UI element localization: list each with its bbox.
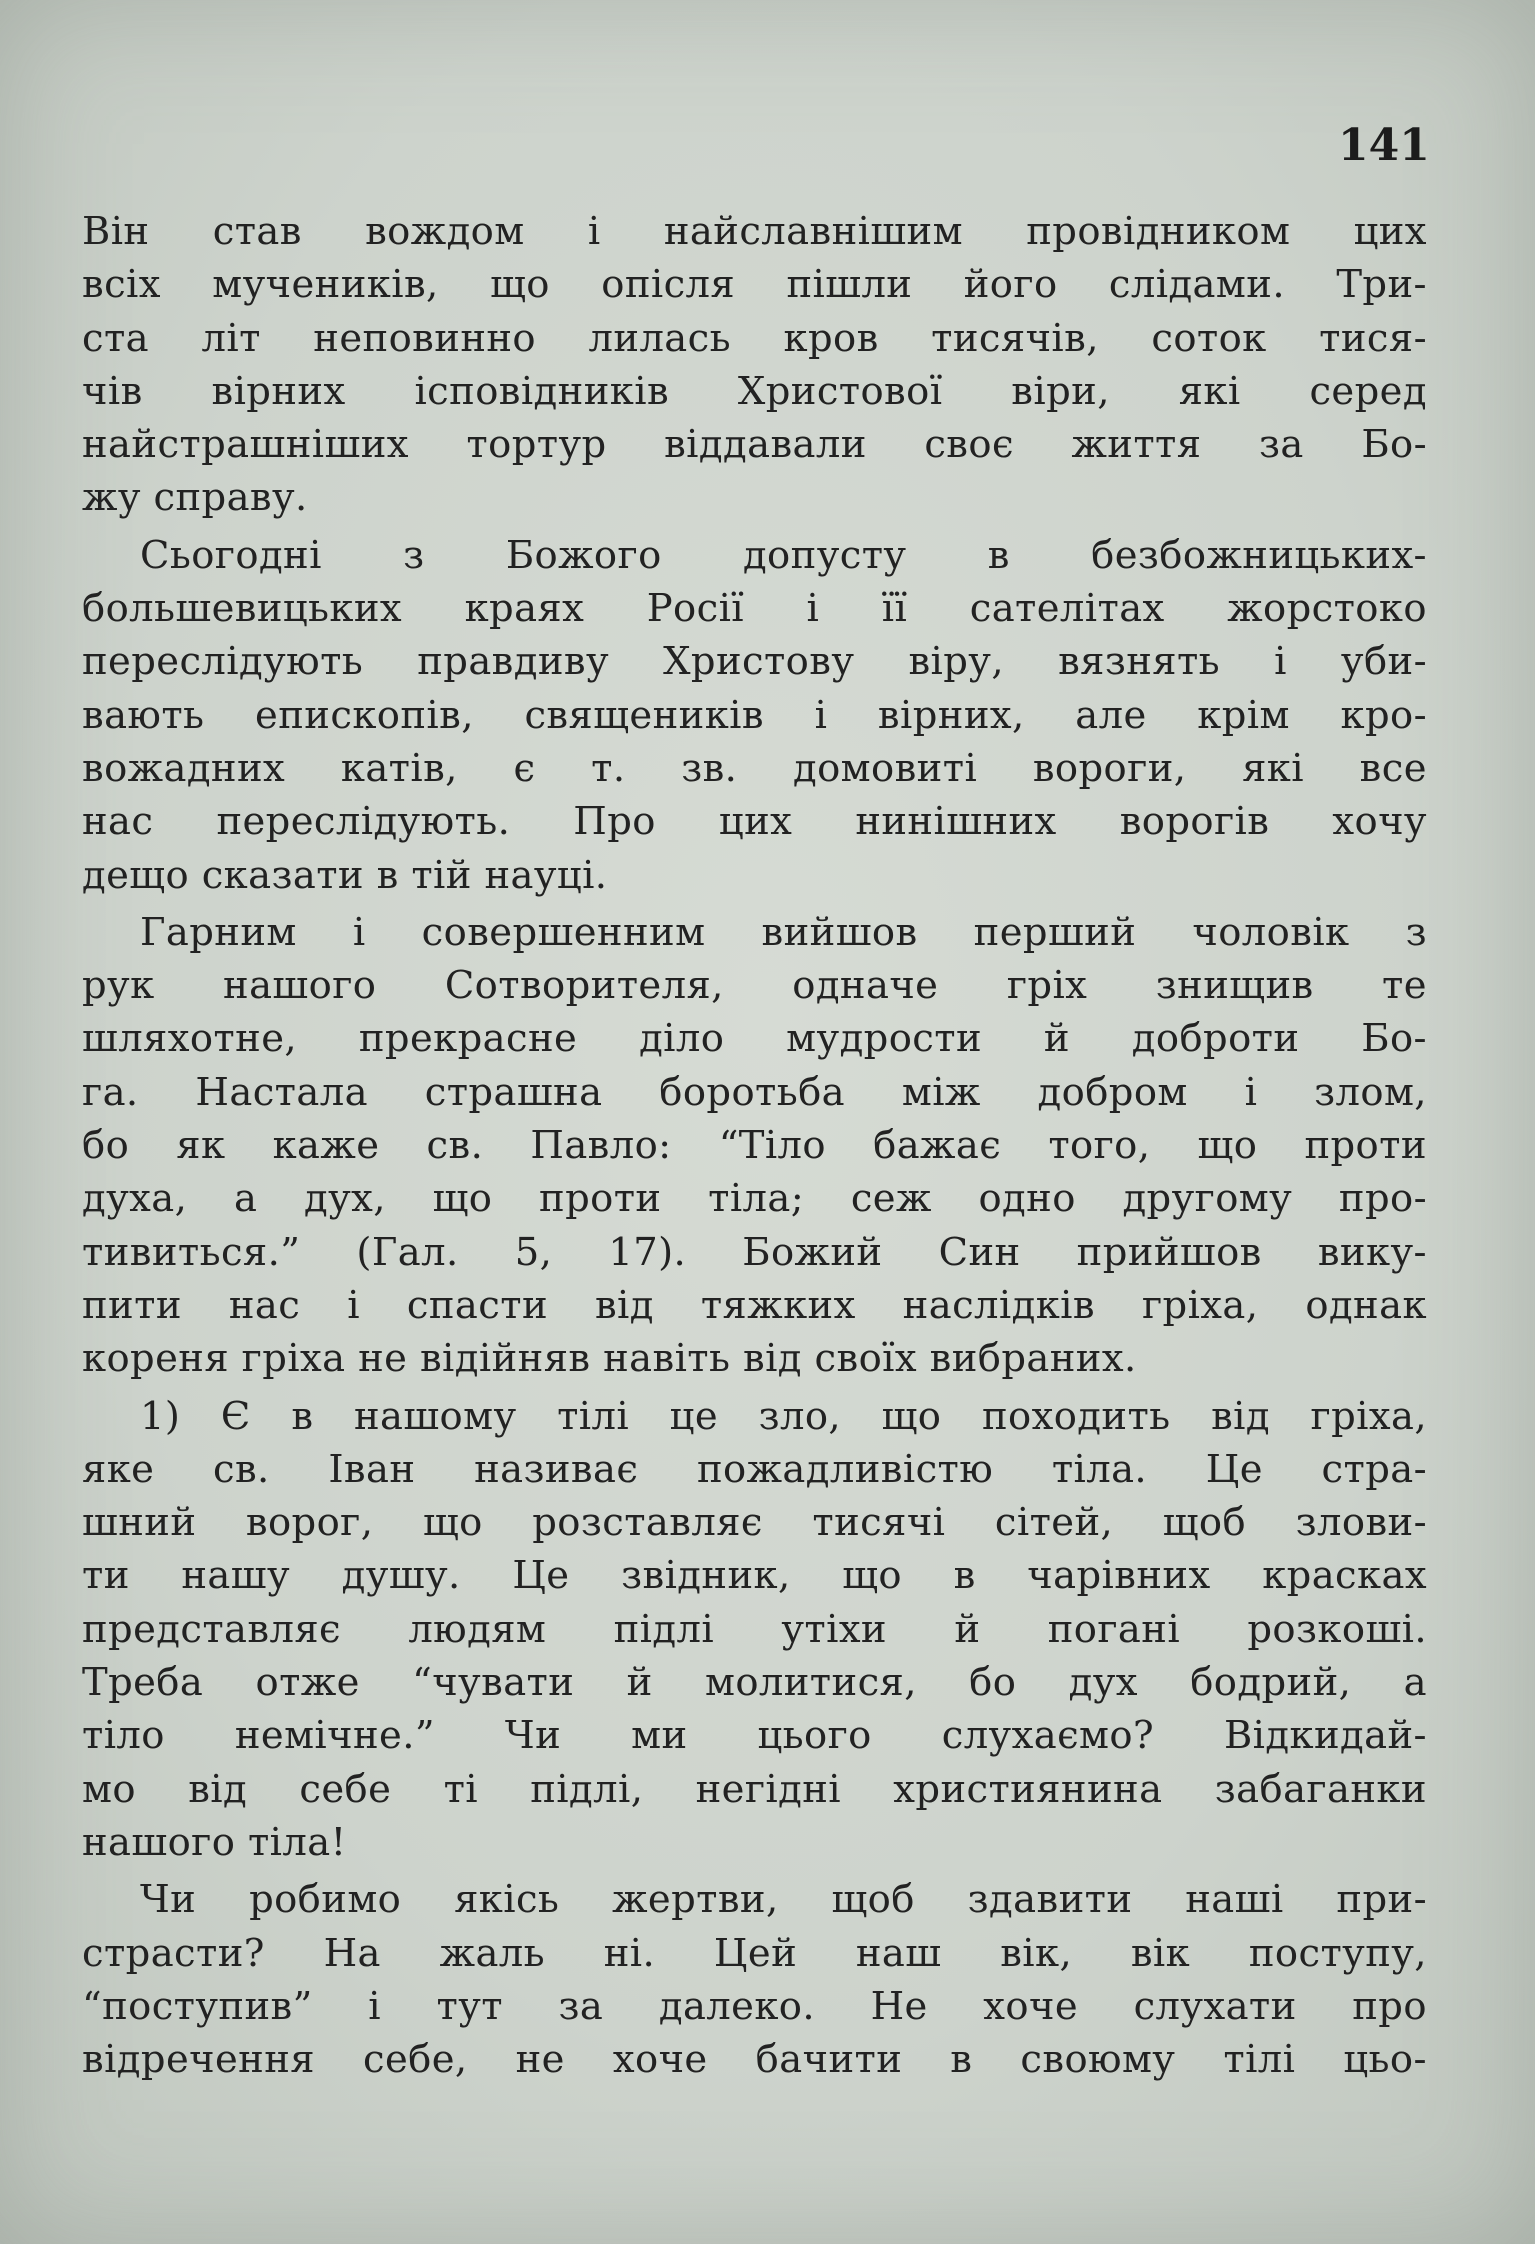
text-line: пити нас і спасти від тяжких наслідків гріха, однак (82, 1282, 1427, 1328)
text-line: представляє людям підлі утіхи й погані розкоші. (82, 1606, 1427, 1652)
text-line: всіх мучеників, що опісля пішли його слідами. Три- (82, 262, 1427, 308)
text-line: га. Настала страшна боротьба між добром і злом, (82, 1069, 1427, 1115)
text-line: тіло немічне.” Чи ми цього слухаємо? Відкидай- (82, 1713, 1427, 1759)
paragraph (82, 205, 1427, 525)
text-line: рук нашого Сотворителя, одначе гріх знищив те (82, 963, 1427, 1009)
text-line: відречення себе, не хоче бачити в своюму тілі цьо- (82, 2037, 1427, 2083)
text-line: духа, а дух, що проти тіла; сеж одно другому про- (82, 1176, 1427, 1222)
text-line: дещо сказати в тій науці. (82, 852, 608, 898)
text-line: ти нашу душу. Це звідник, що в чарівних красках (82, 1553, 1427, 1599)
text-line: страсти? На жаль ні. Цей наш вік, вік поступу, (82, 1930, 1427, 1976)
text-line: Гарним і совершенним вийшов перший чоловік з (140, 909, 1427, 955)
page-number: 141 (1338, 120, 1430, 171)
text-line: тивиться.” (Гал. 5, 17). Божий Син прийшов вику- (82, 1229, 1427, 1275)
text-line: чів вірних ісповідників Христової віри, які серед (82, 368, 1427, 414)
text-line: шний ворог, що розставляє тисячі сітей, щоб злови- (82, 1500, 1427, 1546)
text-line: Він став вождом і найславнішим провідником цих (82, 209, 1427, 254)
text-line: переслідують правдиву Христову віру, вязнять і уби- (82, 639, 1427, 685)
text-line: яке св. Іван називає пожадливістю тіла. Це стра- (82, 1446, 1427, 1492)
text-line: Сьогодні з Божого допусту в безбожницьких- (140, 532, 1427, 578)
text-line: “поступив” і тут за далеко. Не хоче слухати про (82, 1983, 1427, 2029)
paragraph (82, 1390, 1427, 1870)
paragraph (82, 906, 1427, 1386)
text-line: нашого тіла! (82, 1819, 347, 1865)
text-line: шляхотне, прекрасне діло мудрости й доброти Бо- (82, 1016, 1427, 1062)
text-line: нас переслідують. Про цих нинішних ворогів хочу (82, 799, 1427, 845)
text-line: бо як каже св. Павло: “Тіло бажає того, що проти (82, 1123, 1427, 1169)
text-line: жу справу. (82, 475, 308, 521)
text-line: найстрашніших тортур віддавали своє життя за Бо- (82, 422, 1427, 468)
text-line: вають епископів, священиків і вірних, але крім кро- (82, 692, 1427, 738)
body-text (82, 205, 1427, 2086)
text-line: вожадних катів, є т. зв. домовиті вороги, які все (82, 745, 1427, 791)
text-line: 1) Є в нашому тілі це зло, що походить від гріха, (140, 1393, 1427, 1439)
text-line: мо від себе ті підлі, негідні християнина забаганки (82, 1766, 1427, 1812)
text-line: большевицьких краях Росії і її сателітах жорстоко (82, 586, 1427, 632)
paragraph (82, 1873, 1427, 2086)
text-line: ста літ неповинно лилась кров тисячів, соток тися- (82, 315, 1427, 361)
text-line: Чи робимо якісь жертви, щоб здавити наші при- (140, 1877, 1427, 1923)
text-line: Треба отже “чувати й молитися, бо дух бодрий, а (82, 1660, 1427, 1706)
text-line: кореня гріха не відійняв навіть від своїх вибраних. (82, 1336, 1137, 1382)
paragraph (82, 529, 1427, 902)
